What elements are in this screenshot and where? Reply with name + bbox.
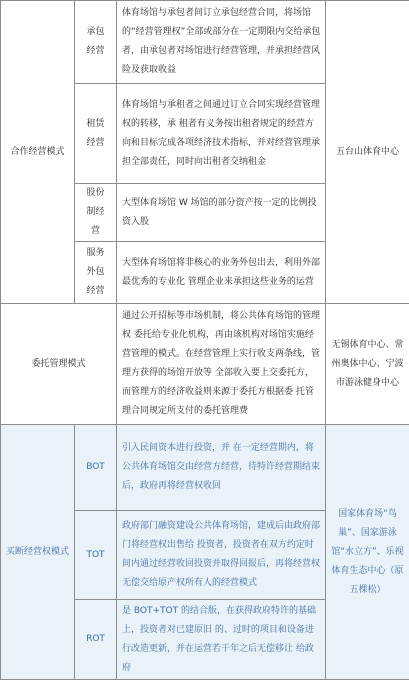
table-row	[1, 425, 409, 511]
model-subtype: 服务 外包 经营	[75, 242, 117, 304]
model-category-entrusted: 委托管理模式	[1, 304, 117, 425]
model-description: 体育场馆与承包者间订立承包经营合同，将场馆的“经营管理权”全部或部分在一定期限内交给承包者，由承包者对场馆进行经营管理，并承担经营风险及获取收益	[117, 1, 326, 84]
case-example-entrusted: 无锡体育中心、常州奥体中心、宁波市游泳健身中心	[326, 304, 409, 425]
model-description: 是 BOT+TOT 的结合版，在获得政府特许的基础上，投资者对已建原旧 的、过时的项目和设备进行改造更新，并在运营若干年之后无偿移让 给政府	[117, 600, 326, 680]
model-subtype: 股份 制经 营	[75, 184, 117, 242]
case-example-concession: 国家体育场“鸟巢”、国家游泳馆“水立方”、乐视体育生态中心（原五棵松）	[326, 425, 409, 680]
table-row	[1, 304, 409, 425]
model-description: 大型体育场馆 W 场馆的部分资产按一定的比例投资入股	[117, 184, 326, 242]
model-subtype: TOT	[75, 511, 117, 600]
model-description: 通过公开招标等市场机制，将公共体育场馆的管理权 委托给专业化机构，再由该机构对场馆实施经营管理的模式。在经营管理上实行收支两条线，管理方获得的场馆开放等 全部收入要上交委托方，而管理方的经济收益则来源于委托方根据委 托管理合同规定所支付的委托管理费	[117, 304, 326, 425]
model-description: 体育场馆与承租者之间通过订立合同实现经营管理权的转移，承 租者有义务按出租者规定的经营方向和目标完成各项经济技术指标，并对经营管理承担全部责任，同时向出租者交纳租金	[117, 84, 326, 184]
model-description: 政府部门融资建设公共体育场馆，建成后由政府部门将经营权出售给 投资者，投资者在双方约定时间内通过经营收回投资并取得回报后，再将经营权无偿交给原产权所有人的经营模式	[117, 511, 326, 600]
model-description: 引入民间资本进行投资，并 在一定经营期内，将公共体育场馆交由经营方经营，待特许经营期结束后，政府再将经营权收回	[117, 425, 326, 511]
model-category-cooperation: 合作经营模式	[1, 1, 75, 304]
model-subtype: BOT	[75, 425, 117, 511]
model-category-concession: 买断经营权模式	[1, 425, 75, 680]
case-example-cooperation: 五台山体育中心	[326, 1, 409, 304]
model-subtype: ROT	[75, 600, 117, 680]
table-row	[1, 1, 409, 84]
model-description: 大型体育场馆将非核心的业务外包出去，利用外部最优秀的专业化 管理企业来承担这些业务的运营	[117, 242, 326, 304]
model-subtype: 承包 经营	[75, 1, 117, 84]
model-subtype: 租赁 经营	[75, 84, 117, 184]
